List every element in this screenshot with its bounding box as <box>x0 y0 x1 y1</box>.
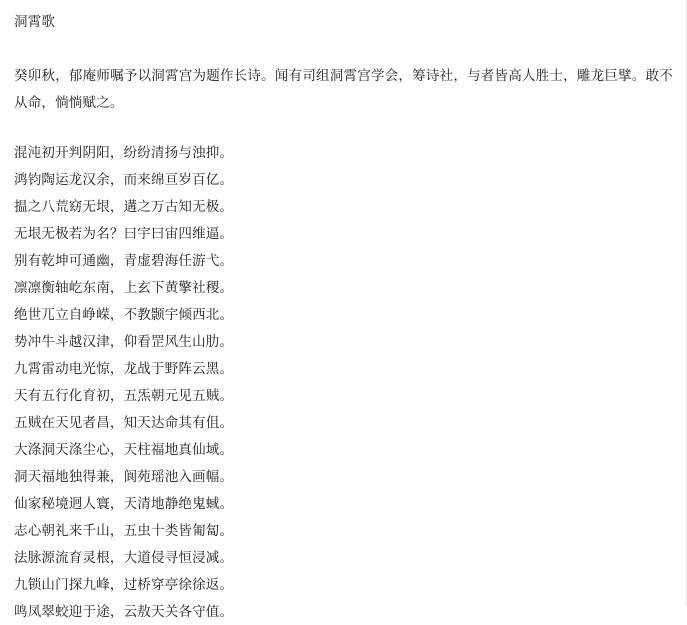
poem-line: 九霄雷动电光惊，龙战于野阵云黑。 <box>14 361 234 376</box>
poem-line: 天有五行化育初，五炁朝元见五贼。 <box>14 388 234 403</box>
poem-line: 鸿钧陶运龙汉余，而来绵亘岁百亿。 <box>14 172 234 187</box>
poem-body <box>14 139 673 625</box>
poem-line: 九锁山门探九峰，过桥穿亭徐徐返。 <box>14 577 234 592</box>
poem-line: 仙家秘境迥人寰，天清地静绝鬼蜮。 <box>14 496 234 511</box>
poem-line: 别有乾坤可通幽，青虚碧海任游弋。 <box>14 253 234 268</box>
poem-line: 势冲牛斗越汉津，仰看罡风生山肋。 <box>14 334 234 349</box>
poem-line: 绝世兀立自峥嵘，不教颢宇倾西北。 <box>14 307 234 322</box>
poem-line: 凛凛衡轴屹东南，上玄下黄擎社稷。 <box>14 280 234 295</box>
poem-line: 志心朝礼来千山，五虫十类皆匍匐。 <box>14 523 234 538</box>
page-title: 洞霄歌 <box>14 14 56 29</box>
poem-line: 无垠无极若为名？曰宇曰宙四维逼。 <box>14 226 234 241</box>
poem-line: 五贼在天见者昌，知天达命其有伹。 <box>14 415 234 430</box>
poem-line: 洞天福地独得兼，阆苑瑶池入画幅。 <box>14 469 234 484</box>
poem-line: 大涤洞天涤尘心，天柱福地真仙域。 <box>14 442 234 457</box>
poem-line: 揾之八荒窈无垠，遘之万古知无极。 <box>14 199 234 214</box>
poem-line: 鸣凤翠蛟迎于途，云敖天关各守值。 <box>14 604 234 619</box>
preface-paragraph: 癸卯秋，郁庵师嘱予以洞霄宫为题作长诗。闻有司组洞霄宫学会，筹诗社，与者皆高人胜士，雕龙巨擘。敢不从命，惝惝赋之。 <box>14 68 673 110</box>
poem-line: 混沌初开判阴阳，纷纷清扬与浊抑。 <box>14 145 234 160</box>
title-spacer <box>14 32 673 62</box>
poem-line: 法脉源流育灵根，大道侵寻恒浸减。 <box>14 550 234 565</box>
preface-spacer <box>14 116 673 139</box>
